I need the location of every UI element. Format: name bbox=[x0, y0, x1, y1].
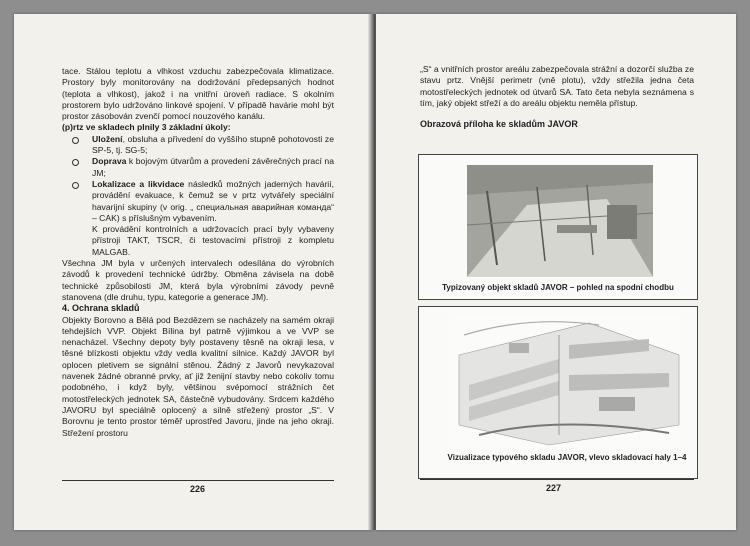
task-text: následků možných jaderných havárií, provádění evakuace, k čemuž se v prtz vytvářely speciální havarijní skupiny (v orig. „ специальная аварийная команда“ – CAK) s příslušným vybavením. bbox=[92, 178, 334, 223]
left-page bbox=[14, 14, 372, 530]
maintenance-paragraph: Všechna JM byla v určených intervalech odesílána do výrobních závodů k provedení technické údržby. Obměna závisela na době technické způsobilosti JM, která byla výrobními závody pevně stanovena (dle druhu, typu, kategorie a generace JM). bbox=[62, 258, 334, 302]
intro-paragraph: tace. Stálou teplotu a vlhkost vzduchu zabezpečovala klimatizace. Prostory byly monitorovány na dodržování předepsaných hodnot (teplota a vlhkost), jakož i na vnitřní úroveň radiace. S okolním prostorem bylo udržováno linkové spojení. V případě havárie mohl být prostor zásobován zvenčí pomocí nouzového kanálu. bbox=[62, 66, 334, 122]
depot-visualization bbox=[449, 315, 681, 449]
task-term: Doprava bbox=[92, 156, 127, 167]
figure-2 bbox=[418, 306, 698, 479]
task-term: Lokalizace a likvidace bbox=[92, 178, 185, 189]
list-item bbox=[62, 156, 334, 179]
right-page bbox=[376, 14, 736, 530]
page-number: 227 bbox=[546, 483, 562, 493]
figure-1 bbox=[418, 154, 698, 300]
task-term: Uložení bbox=[92, 133, 123, 144]
task-text: , obsluha a přivedení do vyššího stupně pohotovosti ze SP-5, tj. SG-5; bbox=[92, 133, 334, 156]
figure-2-caption: Vizualizace typového skladu JAVOR, vlevo skladovací haly 1–4 bbox=[447, 453, 687, 462]
list-item bbox=[62, 179, 334, 224]
figure-1-caption: Typizovaný objekt skladů JAVOR – pohled na spodní chodbu bbox=[442, 283, 674, 292]
right-text-column bbox=[420, 64, 694, 130]
task-text: k bojovým útvarům a provedení závěrečných prací na JM; bbox=[92, 156, 334, 178]
tasks-heading: (p)rtz ve skladech plnily 3 základní úkoly: bbox=[62, 122, 231, 133]
bullet-icon bbox=[72, 182, 79, 189]
bullet-icon bbox=[72, 137, 79, 144]
left-text-column bbox=[62, 66, 334, 439]
top-paragraph: „S“ a vnitřních prostor areálu zabezpečovala strážní a dozorčí služba ze stavu prtz. Vnější perimetr (vně plotu), vždy střežila jedna četa motostřeleckých jednotek od útvarů SA. Tato četa nebyla seznámena s tím, jaký objekt střeží a do areálu objektu neměla přístup. bbox=[420, 64, 694, 108]
corridor-photo bbox=[467, 165, 653, 277]
page-number: 226 bbox=[190, 484, 206, 494]
footer-rule bbox=[420, 479, 694, 480]
bullet-icon bbox=[72, 159, 79, 166]
footer-rule bbox=[62, 480, 334, 481]
section-heading: 4. Ochrana skladů bbox=[62, 303, 140, 314]
list-item bbox=[62, 134, 334, 157]
appendix-heading: Obrazová příloha ke skladům JAVOR bbox=[420, 119, 578, 130]
tasks-list bbox=[62, 134, 334, 224]
tasks-note: K provádění kontrolních a udržovacích prací byly vybaveny přístroji TAKT, TSCR, či testovacími přístroji z kompletu MALGAB. bbox=[92, 224, 334, 257]
protection-paragraph: Objekty Borovno a Bělá pod Bezdězem se nacházely na samém okraji tehdejších VVP. Objekt Bílina byl patrně výjimkou a ve VVP se nenacházel. Všechny depoty byly postaveny těsně na okraji lesa, v těsné blízkosti objektu vždy vedla kvalitní silnice. Každý JAVOR byl oplocen pletivem se signální stěnou. Žádný z Javorů nevykazoval navenek žádné obranné prvky, ať již ženijní stavby nebo cokoliv tomu podobného, i když byly, většinou svépomocí strážních čet motostřeleckých jednotek SA, částečně vybudovány. Srdcem každého JAVORU byl speciálně oplocený a silně střežený prostor „S“. V Borovnu je tento prostor téměř uprostřed Javoru, jinde na jeho okraji. Střežení prostoru bbox=[62, 314, 334, 438]
